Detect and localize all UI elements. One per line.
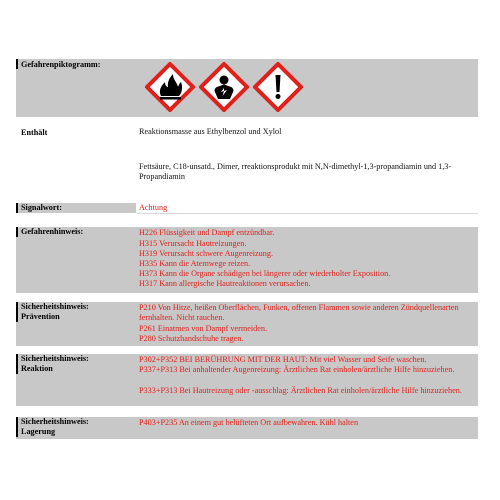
hazard-line-4: H335 Kann die Atemwege reizen.	[139, 259, 251, 268]
reaction-label-line2: Reaktion	[21, 364, 53, 373]
prevention-marker	[16, 302, 18, 322]
prevention-line-3: P280 Schutzhandschuhe tragen.	[139, 334, 244, 343]
storage-marker	[16, 417, 18, 437]
reaction-line-2: P337+P313 Bei anhaltender Augenreizung: Ärztlichen Rat einholen/ärztliche Hilfe hinzuziehen.	[139, 365, 455, 374]
ghs08-health-hazard-icon	[199, 62, 249, 112]
contains-label: Enthält	[21, 128, 48, 137]
hazard-line-3: H319 Verursacht schwere Augenreizung.	[139, 249, 273, 258]
hazard-line-5: H373 Kann die Organe schädigen bei längerer oder wiederholter Exposition.	[139, 269, 391, 278]
prevention-line-2: P261 Einatmen von Dampf vermeiden.	[139, 324, 268, 333]
pictogram-list	[145, 62, 303, 112]
reaction-label-line1: Sicherheitshinweis:	[21, 354, 89, 363]
pictogram-label: Gefahrenpiktogramm:	[21, 60, 101, 69]
reaction-marker	[16, 354, 18, 374]
storage-label-line2: Lagerung	[21, 427, 56, 436]
ghs07-exclamation-icon	[253, 62, 303, 112]
hazard-line-1: H226 Flüssigkeit und Dampf entzündbar.	[139, 228, 275, 237]
reaction-line-1: P302+P352 BEI BERÜHRUNG MIT DER HAUT: Mit viel Wasser und Seife waschen.	[139, 355, 427, 364]
signal-marker	[16, 203, 18, 213]
contains-item-1: Reaktionsmasse aus Ethylbenzol und Xylol	[139, 127, 282, 136]
prevention-line-1: P210 Von Hitze, heißen Oberflächen, Funken, offenen Flammen sowie anderen Zündquellenarten fernhalten. Nicht rauchen.	[139, 303, 459, 323]
hazard-label: Gefahrenhinweis:	[21, 227, 84, 236]
prevention-label-line2: Prävention	[21, 312, 60, 321]
signal-value: Achtung	[139, 203, 168, 212]
storage-line-1: P403+P235 An einem gut belüfteten Ort aufbewahren. Kühl halten	[139, 418, 359, 427]
prevention-label-line1: Sicherheitshinweis:	[21, 302, 89, 311]
signal-label: Signalwort:	[21, 203, 62, 212]
reaction-line-3: P333+P313 Bei Hautreizung oder -ausschlag: Ärztlichen Rat einholen/ärztliche Hilfe hinzuziehen.	[139, 386, 462, 395]
hazard-line-2: H315 Verursacht Hautreizungen.	[139, 239, 247, 248]
storage-label-line1: Sicherheitshinweis:	[21, 417, 89, 426]
pictogram-marker	[16, 59, 18, 69]
hazard-line-6: H317 Kann allergische Hautreaktionen verursachen.	[139, 279, 311, 288]
contains-item-2: Fettsäure, C18-unsatd., Dimer, rreaktionsprodukt mit N,N-dimethyl-1,3-propandiamin und 1,3-Propandiamin	[139, 162, 452, 182]
ghs02-flame-icon	[145, 62, 195, 112]
hazard-marker	[16, 227, 18, 237]
